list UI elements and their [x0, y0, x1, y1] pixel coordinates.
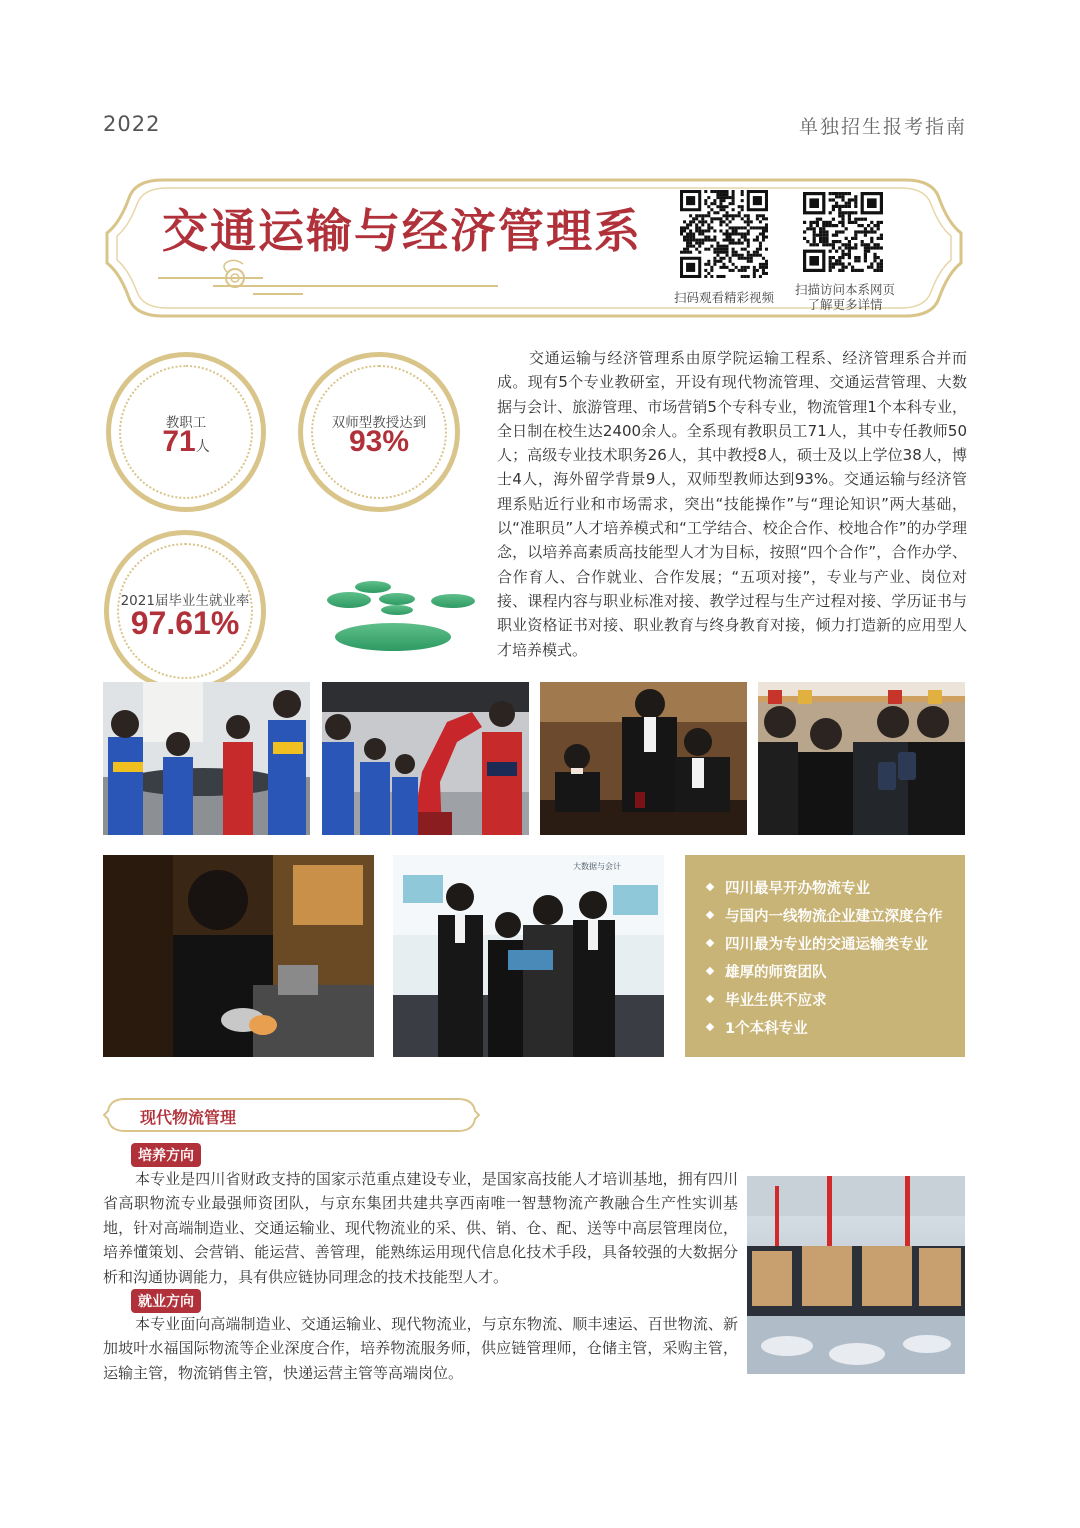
staff-stat-value — [111, 425, 261, 459]
diamond-bullet-icon — [706, 995, 714, 1003]
feature-list — [685, 855, 965, 1057]
live-streaming-photo — [758, 682, 965, 835]
bigdata-accounting-photo — [393, 855, 664, 1057]
drone-lab-photo — [103, 682, 310, 835]
staff-stat-number: 71 — [162, 425, 196, 458]
staff-stat-circle — [106, 352, 266, 512]
staff-stat-label: 教职工 — [165, 415, 207, 431]
employment-stat-circle — [104, 530, 266, 692]
feature-text: 1个本科专业 — [725, 1020, 808, 1037]
website-qr-code — [803, 192, 883, 272]
feature-item — [707, 985, 965, 1013]
diamond-bullet-icon — [706, 967, 714, 975]
business-etiquette-photo — [540, 682, 747, 835]
website-qr-caption-line2: 了解更多详情 — [807, 297, 883, 312]
feature-text: 雄厚的师资团队 — [725, 964, 827, 981]
training-direction-text: 本专业是四川省财政支持的国家示范重点建设专业，是国家高技能人才培训基地，拥有四川省高职物流专业最强师资团队，与京东集团共建共享西南唯一智慧物流产教融合生产性实训基地，针对高端制造业、交通运输业、现代物流业的采、供、销、仓、配、送等中高层管理岗位，培养懂策划、会营销、能运营、善管理，能熟练运用现代信息化技术手段，具备较强的大数据分析和沟通协调能力，具有供应链协同理念的技术技能型人才。 — [103, 1170, 738, 1286]
department-title: 交通运输与经济管理系 — [162, 204, 642, 258]
diamond-bullet-icon — [706, 911, 714, 919]
employment-direction-text: 本专业面向高端制造业、交通运输业、现代物流业，与京东物流、顺丰速运、百世物流、新加坡叶水福国际物流等企业深度合作，培养物流服务师，供应链管理师，仓储主管，采购主管，运输主管，物流销售主管，快递运营主管等高端岗位。 — [103, 1315, 738, 1382]
diamond-bullet-icon — [706, 1023, 714, 1031]
diamond-bullet-icon — [706, 939, 714, 947]
smart-warehouse-photo — [747, 1176, 965, 1374]
feature-item — [707, 901, 965, 929]
employment-direction-tag: 就业方向 — [131, 1289, 201, 1313]
dual-teacher-stat-value: 93% — [348, 425, 410, 458]
employment-stat-value: 97.61% — [130, 605, 240, 641]
year-label: 2022 — [103, 112, 161, 136]
diamond-bullet-icon — [706, 883, 714, 891]
feature-item — [707, 957, 965, 985]
feature-text: 四川最早开办物流专业 — [725, 880, 870, 897]
website-qr-caption-line1: 扫描访问本系网页 — [794, 282, 895, 297]
major-title: 现代物流管理 — [140, 1108, 237, 1127]
training-direction-tag: 培养方向 — [131, 1143, 201, 1167]
barista-photo — [103, 855, 374, 1057]
feature-text: 与国内一线物流企业建立深度合作 — [725, 908, 943, 925]
lotus-leaves-decoration — [325, 575, 480, 660]
feature-text: 毕业生供不应求 — [725, 992, 827, 1009]
video-qr-caption: 扫码观看精彩视频 — [673, 290, 774, 305]
department-intro: 交通运输与经济管理系由原学院运输工程系、经济管理系合并而成。现有5个专业教研室，开设有现代物流管理、交通运营管理、大数据与会计、旅游管理、市场营销5个专科专业，物流管理1个本科专业，全日制在校生达2400余人。全系现有教职员工71人，其中专任教师50人；高级专业技术职务26人，其中教授8人，硕士及以上学位38人，博士4人，海外留学背景9人，双师型教师达到93%。交通运输与经济管理系贴近行业和市场需求，突出“技能操作”与“理论知识”两大基础，以“准职员”人才培养模式和“工学结合、校企合作、校地合作”的办学理念，以培养高素质高技能型人才为目标，按照“四个合作”，合作办学、合作育人、合作就业、合作发展；“五项对接”，专业与产业、岗位对接、课程内容与职业标准对接、教学过程与生产过程对接、学历证书与职业资格证书对接、职业教育与终身教育对接，倾力打造新的应用型人才培养模式。 — [497, 349, 967, 659]
feature-item — [707, 873, 965, 901]
robot-arm-lab-photo — [322, 682, 529, 835]
video-qr-code — [680, 190, 768, 278]
dual-teacher-stat-label: 双师型教授达到 — [331, 415, 427, 431]
website-qr-caption — [786, 282, 904, 312]
feature-item — [707, 1013, 965, 1041]
staff-stat-unit: 人 — [195, 438, 210, 454]
feature-text: 四川最为专业的交通运输类专业 — [725, 936, 928, 953]
bigdata-sign-text: 大数据与会计 — [573, 862, 621, 871]
employment-stat-label: 2021届毕业生就业率 — [120, 593, 250, 609]
guide-title: 单独招生报考指南 — [798, 116, 967, 138]
dual-teacher-stat-circle — [298, 352, 460, 512]
feature-item — [707, 929, 965, 957]
